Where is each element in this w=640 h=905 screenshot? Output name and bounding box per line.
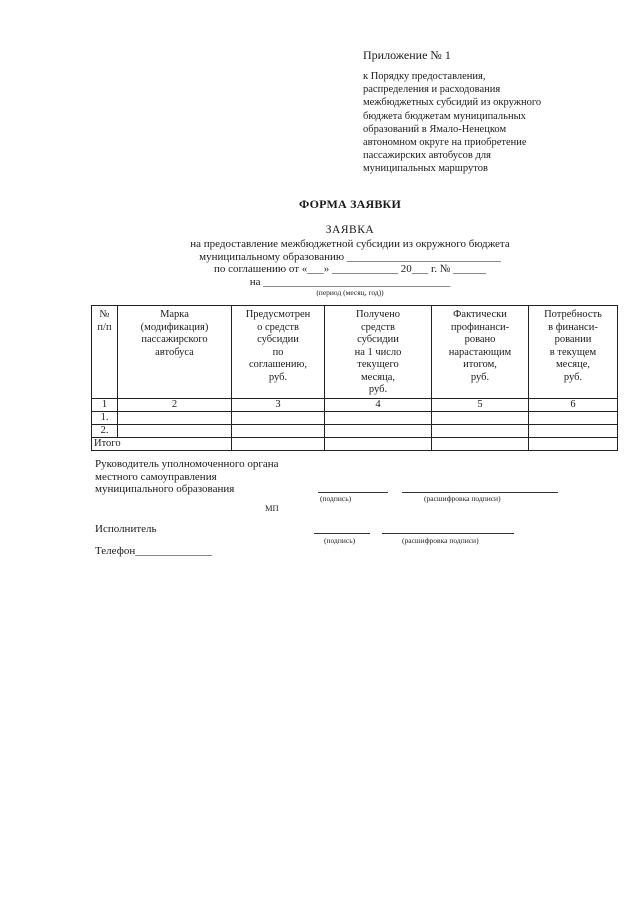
table-row xyxy=(92,424,618,437)
appendix-line: муниципальных маршрутов xyxy=(363,163,488,175)
column-number: 6 xyxy=(529,398,618,411)
stamp-place: МП xyxy=(265,503,279,513)
row-number: 2. xyxy=(92,424,118,437)
header-bus-model: Марка (модификация) пассажирского автобуса xyxy=(118,306,232,399)
column-numbers-row xyxy=(92,398,618,411)
header-planned-subsidy: Предусмотрен о средств субсидии по соглашению, руб. xyxy=(232,306,325,399)
agreement-field: по соглашению от «___» ____________ 20___ г. № ______ xyxy=(213,263,487,275)
table-cell[interactable] xyxy=(118,424,232,437)
appendix-line: межбюджетных субсидий из окружного xyxy=(363,97,542,109)
header-financed-total: Фактически профинанси- ровано нарастающим итогом, руб. xyxy=(432,306,529,399)
column-number: 3 xyxy=(232,398,325,411)
phone-field[interactable]: Телефон______________ xyxy=(95,545,213,557)
table-cell[interactable] xyxy=(232,424,325,437)
table-cell[interactable] xyxy=(232,411,325,424)
appendix-title: Приложение № 1 xyxy=(363,48,451,62)
appendix-line: распределения и расходования xyxy=(363,84,501,96)
period-caption: (период (месяц, год)) xyxy=(316,288,384,297)
column-number: 2 xyxy=(118,398,232,411)
row-number: 1. xyxy=(92,411,118,424)
header-number: № п/п xyxy=(92,306,118,399)
head-signature-line[interactable] xyxy=(318,492,388,493)
head-title-line: местного самоуправления xyxy=(95,470,217,483)
executor-signature-line[interactable] xyxy=(314,533,370,534)
column-number: 4 xyxy=(325,398,432,411)
column-number: 1 xyxy=(92,398,118,411)
table-cell[interactable] xyxy=(118,411,232,424)
header-received-subsidy: Получено средств субсидии на 1 число текущего месяца, руб. xyxy=(325,306,432,399)
period-field: на __________________________________ xyxy=(249,276,451,288)
column-number: 5 xyxy=(432,398,529,411)
appendix-line: бюджета бюджетам муниципальных xyxy=(363,110,526,122)
appendix-line: образований в Ямало-Ненецком xyxy=(363,123,507,135)
executor-label: Исполнитель xyxy=(95,523,157,535)
table-cell[interactable] xyxy=(529,437,618,450)
table-cell[interactable] xyxy=(325,424,432,437)
table-cell[interactable] xyxy=(325,437,432,450)
executor-decode-line[interactable] xyxy=(382,533,514,534)
executor-signature-caption: (подпись) xyxy=(324,536,356,545)
table-cell[interactable] xyxy=(529,424,618,437)
form-title: ФОРМА ЗАЯВКИ xyxy=(299,197,401,211)
signature-caption: (подпись) xyxy=(320,494,352,503)
application-purpose: на предоставление межбюджетной субсидии из окружного бюджета xyxy=(190,238,510,250)
head-signature-block xyxy=(95,458,279,496)
head-decode-line[interactable] xyxy=(402,492,558,493)
executor-decode-caption: (расшифровка подписи) xyxy=(402,536,479,545)
total-label: Итого xyxy=(92,437,232,450)
table-cell[interactable] xyxy=(432,411,529,424)
municipality-field: муниципальному образованию ____________________________ xyxy=(199,251,501,263)
head-title-line: Руководитель уполномоченного органа xyxy=(95,458,279,470)
table-header-row xyxy=(92,306,618,399)
table-cell[interactable] xyxy=(432,424,529,437)
appendix-line: пассажирских автобусов для xyxy=(363,150,491,162)
appendix-line: автономном округе на приобретение xyxy=(363,137,527,149)
table-cell[interactable] xyxy=(432,437,529,450)
header-current-need: Потребность в финанси- ровании в текущем месяце, руб. xyxy=(529,306,618,399)
appendix-line: к Порядку предоставления, xyxy=(363,71,486,82)
table-row xyxy=(92,411,618,424)
total-row xyxy=(92,437,618,450)
head-title-line: муниципального образования xyxy=(95,483,235,495)
application-heading: ЗАЯВКА xyxy=(325,224,375,236)
table-cell[interactable] xyxy=(325,411,432,424)
application-table xyxy=(91,305,618,451)
decode-caption: (расшифровка подписи) xyxy=(424,494,501,503)
table-cell[interactable] xyxy=(232,437,325,450)
appendix-description xyxy=(363,70,603,176)
table-cell[interactable] xyxy=(529,411,618,424)
